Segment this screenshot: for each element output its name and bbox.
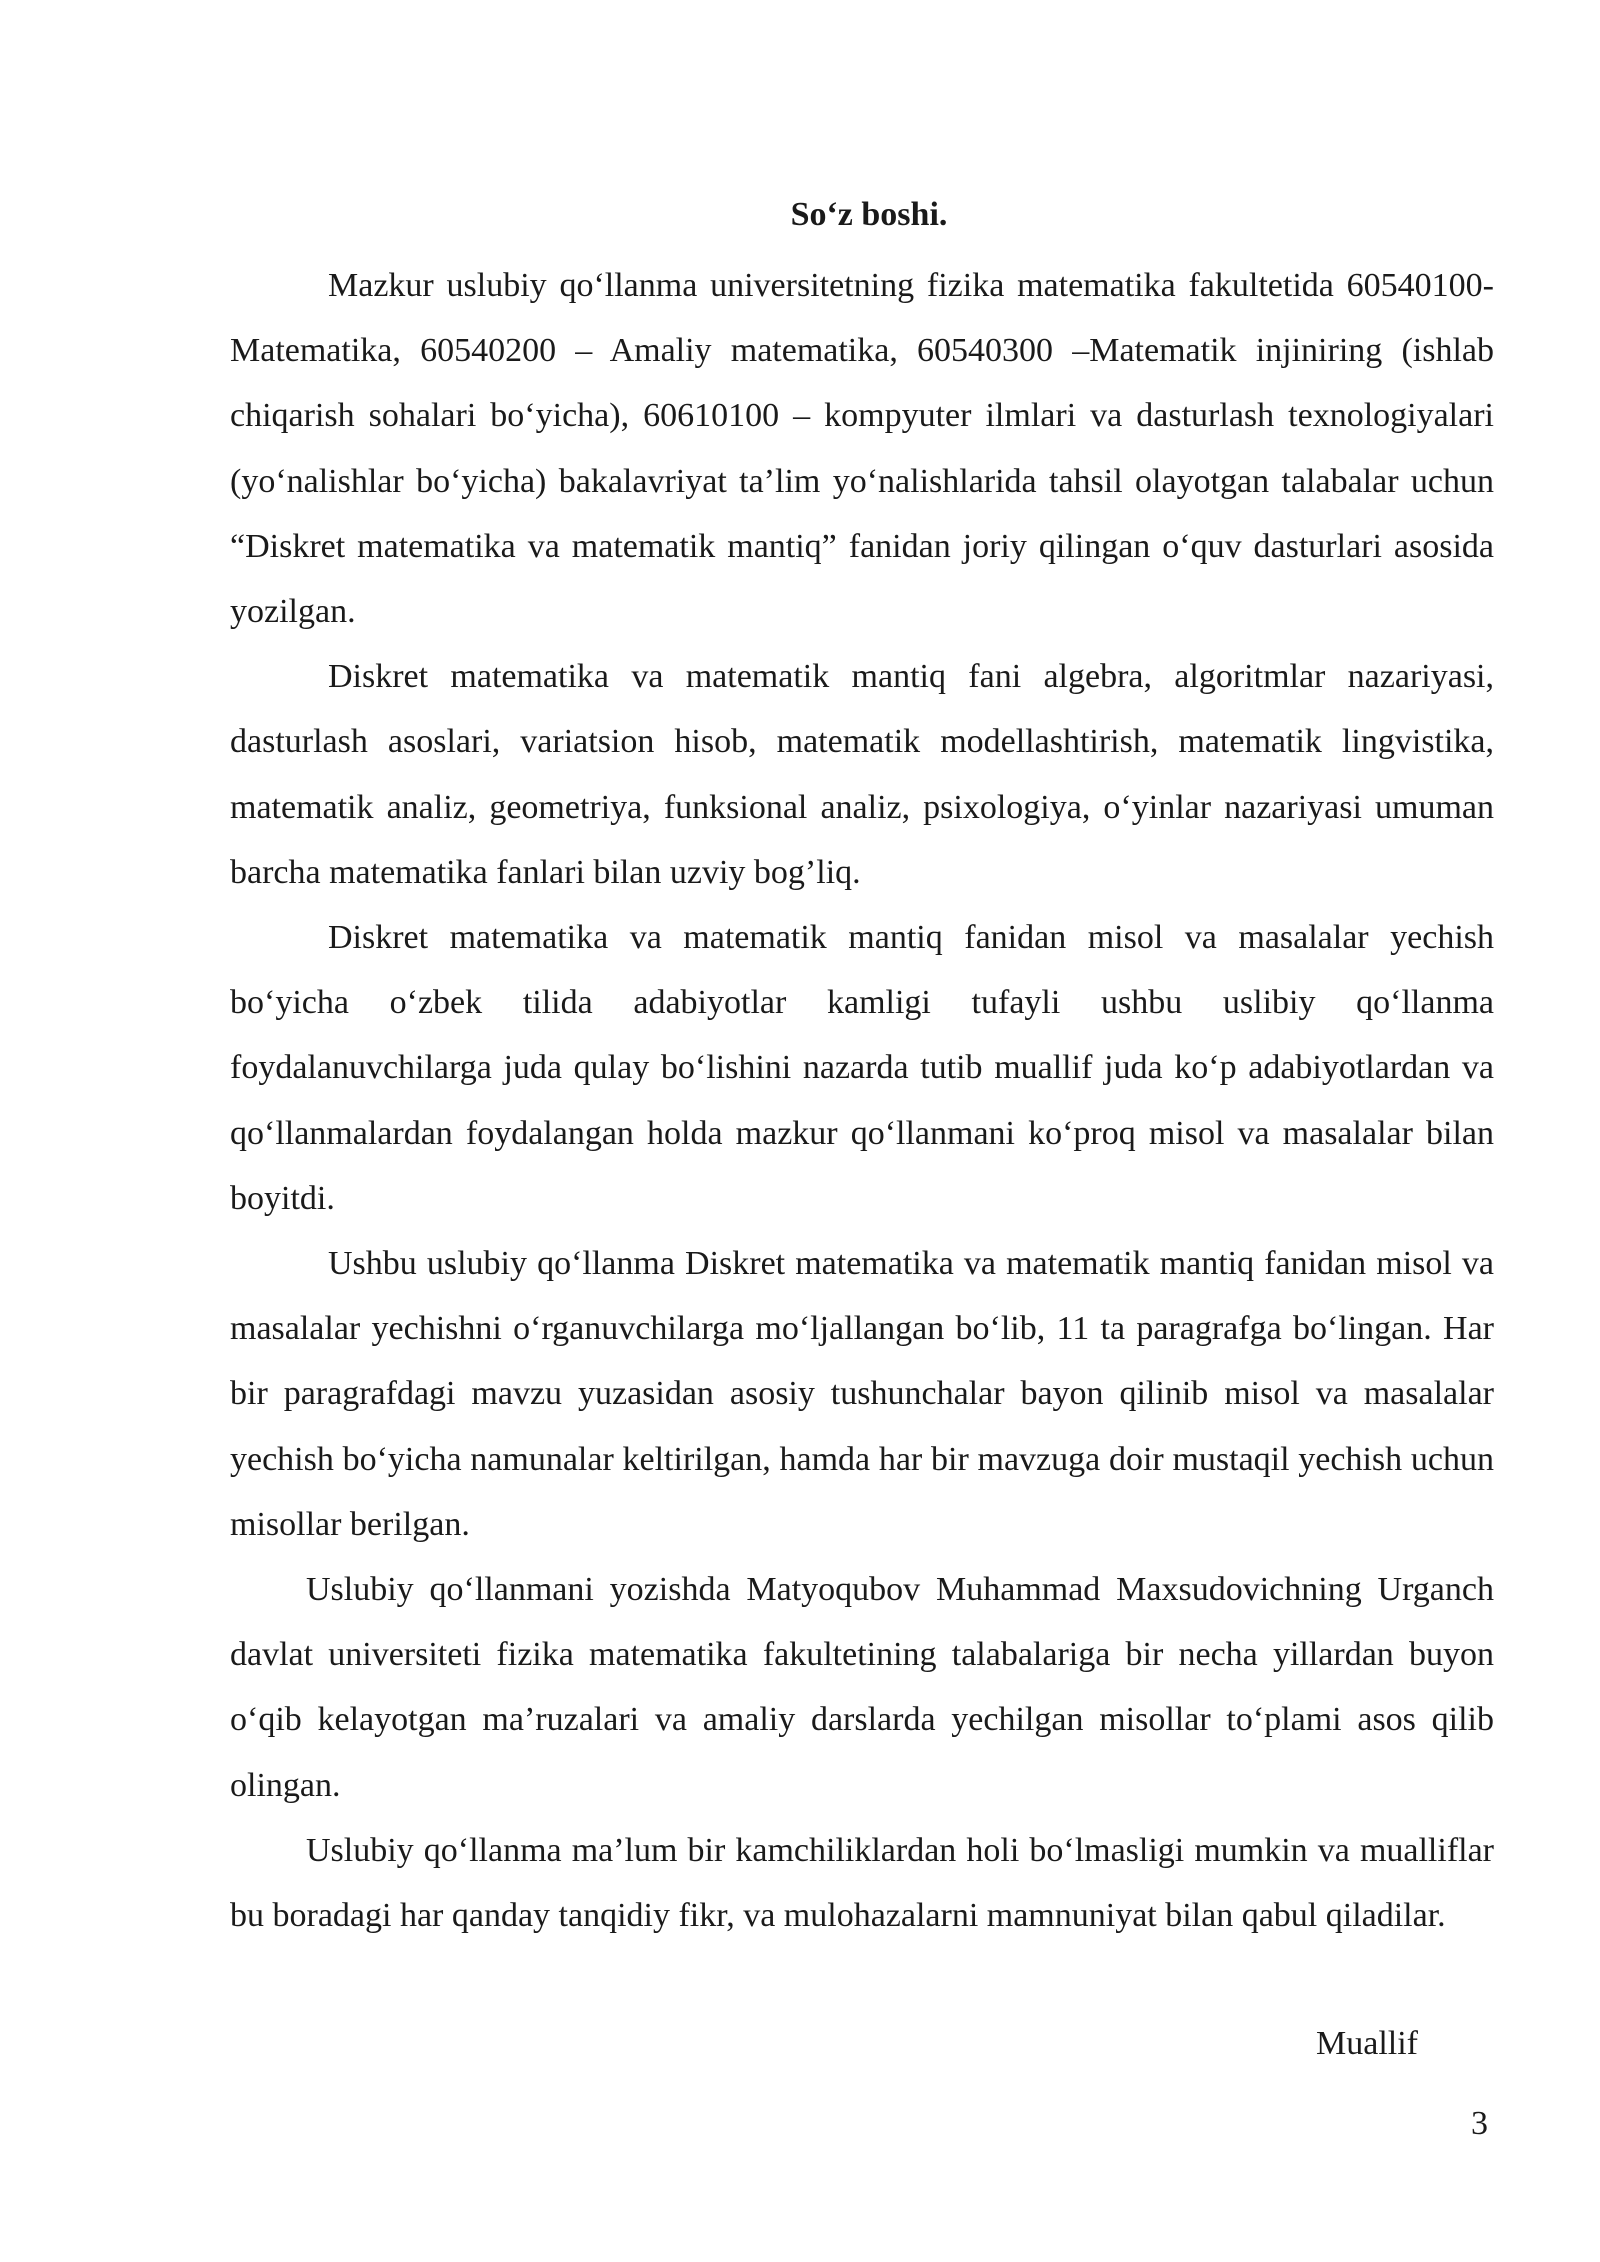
preface-heading: So‘z boshi. xyxy=(790,196,948,233)
preface-body xyxy=(230,188,1494,1948)
preface-paragraph-4: Ushbu uslubiy qo‘llanma Diskret matematika va matematik mantiq fanidan misol va masalalar yechishni o‘rganuvchilarga mo‘ljallangan bo‘lib, 11 ta paragrafga bo‘lingan. Har bir paragrafdagi mavzu yuzasidan asosiy tushunchalar bayon qilinib misol va masalalar yechish bo‘yicha namunalar keltirilgan, hamda har bir mavzuga doir mustaqil yechish uchun misollar berilgan. xyxy=(230,1245,1494,1543)
preface-paragraph-6: Uslubiy qo‘llanma ma’lum bir kamchiliklardan holi bo‘lmasligi mumkin va mualliflar bu boradagi har qanday tanqidiy fikr, va mulohazalarni mamnuniyat bilan qabul qiladilar. xyxy=(230,1831,1494,1935)
preface-paragraph-2: Diskret matematika va matematik mantiq fani algebra, algoritmlar nazariyasi, dasturlash asoslari, variatsion hisob, matematik modellashtirish, matematik lingvistika, matematik analiz, geometriya, funksional analiz, psixologiya, o‘yinlar nazariyasi umuman barcha matematika fanlari bilan uzviy bog’liq. xyxy=(230,658,1494,891)
page-number: 3 xyxy=(1471,2105,1488,2142)
preface-paragraph-3: Diskret matematika va matematik mantiq fanidan misol va masalalar yechish bo‘yicha o‘zbek tilida adabiyotlar kamligi tufayli ushbu uslibiy qo‘llanma foydalanuvchilarga juda qulay bo‘lishini nazarda tutib muallif juda ko‘p adabiyotlardan va qo‘llanmalardan foydalangan holda mazkur qo‘llanmani ko‘proq misol va masalalar bilan boyitdi. xyxy=(230,919,1494,1217)
preface-paragraph-5: Uslubiy qo‘llanmani yozishda Matyoqubov Muhammad Maxsudovichning Urganch davlat universiteti fizika matematika fakultetining talabalariga bir necha yillardan buyon o‘qib kelayotgan ma’ruzalari va amaliy darslarda yechilgan misollar to‘plami asos qilib olingan. xyxy=(230,1571,1494,1804)
author-signature: Muallif xyxy=(1316,2025,1418,2062)
preface-paragraph-1: Mazkur uslubiy qo‘llanma universitetning fizika matematika fakultetida 60540100-Matematika, 60540200 – Amaliy matematika, 60540300 –Matematik injiniring (ishlab chiqarish sohalari bo‘yicha), 60610100 – kompyuter ilmlari va dasturlash texnologiyalari (yo‘nalishlar bo‘yicha) bakalavriyat ta’lim yo‘nalishlarida tahsil olayotgan talabalar uchun “Diskret matematika va matematik mantiq” fanidan joriy qilingan o‘quv dasturlari asosida yozilgan. xyxy=(230,267,1494,631)
